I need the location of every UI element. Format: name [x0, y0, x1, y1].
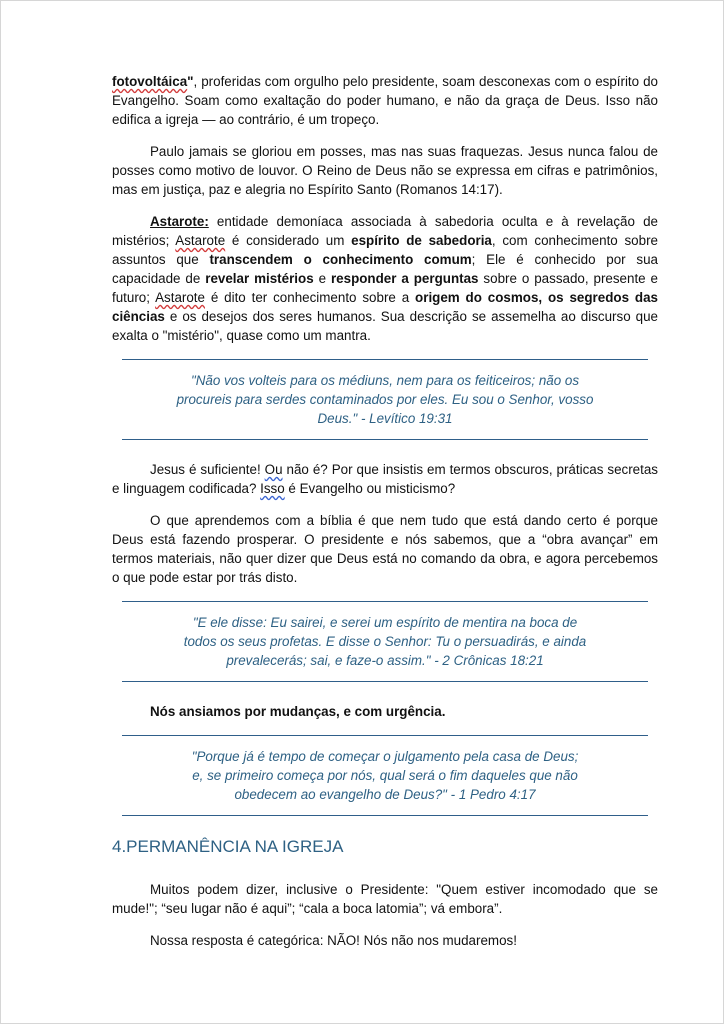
text-run: , com conhecimento sobre assuntos que [112, 233, 658, 267]
paragraph-5: O que aprendemos com a bíblia é que nem tudo que está dando certo é porque Deus está fazendo prosperar. O presidente e nós sabemos, que a “obra avançar” em termos materiais, não quer dizer que Deus está no comando da obra, e agora percebemos o que pode estar por trás disto. [112, 513, 658, 585]
misspelled-word[interactable]: Astarote [155, 290, 205, 305]
misspelled-word[interactable]: Astarote [175, 233, 226, 248]
bible-quote-1 [122, 359, 648, 440]
text-run: e [313, 271, 331, 286]
bold-run: responder a perguntas [330, 271, 479, 286]
quote-line: "Porque já é tempo de começar o julgamento pela casa de Deus; [191, 749, 579, 764]
paragraph-6-bold: Nós ansiamos por mudanças, e com urgência. [150, 704, 446, 719]
paragraph-3 [112, 212, 658, 345]
bold-run: espírito de sabedoria [351, 233, 492, 248]
astarote-term: Astarote: [150, 214, 209, 229]
paragraph-7: Muitos podem dizer, inclusive o Presidente: "Quem estiver incomodado que se mude!"; “seu lugar não é aqui”; “cala a boca latomia”; vá embora”. [112, 882, 658, 916]
quote-line: todos os seus profetas. E disse o Senhor: Tu o persuadirás, e ainda [183, 634, 587, 649]
document-content [112, 72, 658, 963]
text-run: sobre o passado, presente e futuro; [112, 271, 658, 305]
bold-run: revelar mistérios [205, 271, 314, 286]
grammar-flag-word[interactable]: Ou [264, 462, 283, 477]
paragraph-1-text: , proferidas com orgulho pelo presidente, soam desconexas com o espírito do Evangelho. Soam como exaltação do poder humano, e não da graça de Deus. Isso não edifica a igreja — ao contrário, é um tropeço. [112, 74, 658, 127]
bold-run: transcendem o conhecimento comum [209, 252, 472, 267]
text-run: ; Ele é conhecido por sua capacidade de [112, 252, 658, 286]
quote-line: Deus." - Levítico 19:31 [317, 411, 453, 426]
section-heading: 4.PERMANÊNCIA NA IGREJA [112, 837, 344, 856]
text-run: e os desejos dos seres humanos. Sua descrição se assemelha ao discurso que exalta o "mistério", quase como um mantra. [112, 309, 658, 343]
text-run: é considerado um [225, 233, 352, 248]
quote-line: e, se primeiro começa por nós, qual será o fim daqueles que não [192, 768, 578, 783]
quote-line: procureis para serdes contaminados por eles. Eu sou o Senhor, vosso [176, 392, 594, 407]
text-run: é Evangelho ou misticismo? [284, 481, 456, 496]
paragraph-4 [112, 460, 658, 498]
bible-quote-3 [122, 735, 648, 816]
paragraph-8: Nossa resposta é categórica: NÃO! Nós não nos mudaremos! [150, 933, 517, 948]
quote-line: prevalecerás; sai, e faze-o assim." - 2 Crônicas 18:21 [226, 653, 544, 668]
bible-quote-2 [122, 601, 648, 682]
text-run: é dito ter conhecimento sobre a [204, 290, 416, 305]
quote-line: obedecem ao evangelho de Deus?" - 1 Pedro 4:17 [234, 787, 536, 802]
paragraph-1 [112, 72, 658, 129]
quote-line: "Não vos volteis para os médiuns, nem para os feiticeiros; não os [190, 373, 580, 388]
misspelled-word[interactable]: fotovoltáica [112, 74, 188, 89]
bold-quote-mark: " [187, 74, 194, 89]
paragraph-2: Paulo jamais se gloriou em posses, mas nas suas fraquezas. Jesus nunca falou de posses como motivo de louvor. O Reino de Deus não se expressa em cifras e patrimônios, mas em justiça, paz e alegria no Espírito Santo (Romanos 14:17). [112, 144, 658, 197]
bold-run: origem do cosmos, os segredos das ciências [112, 290, 658, 324]
grammar-flag-word[interactable]: Isso [260, 481, 285, 496]
text-run: Jesus é suficiente! [150, 462, 265, 477]
text-run: entidade demoníaca associada à sabedoria oculta e à revelação de mistérios; [112, 214, 658, 248]
quote-line: "E ele disse: Eu sairei, e serei um espírito de mentira na boca de [192, 615, 578, 630]
text-run: não é? Por que insistis em termos obscuros, práticas secretas e linguagem codificada? [112, 462, 658, 496]
